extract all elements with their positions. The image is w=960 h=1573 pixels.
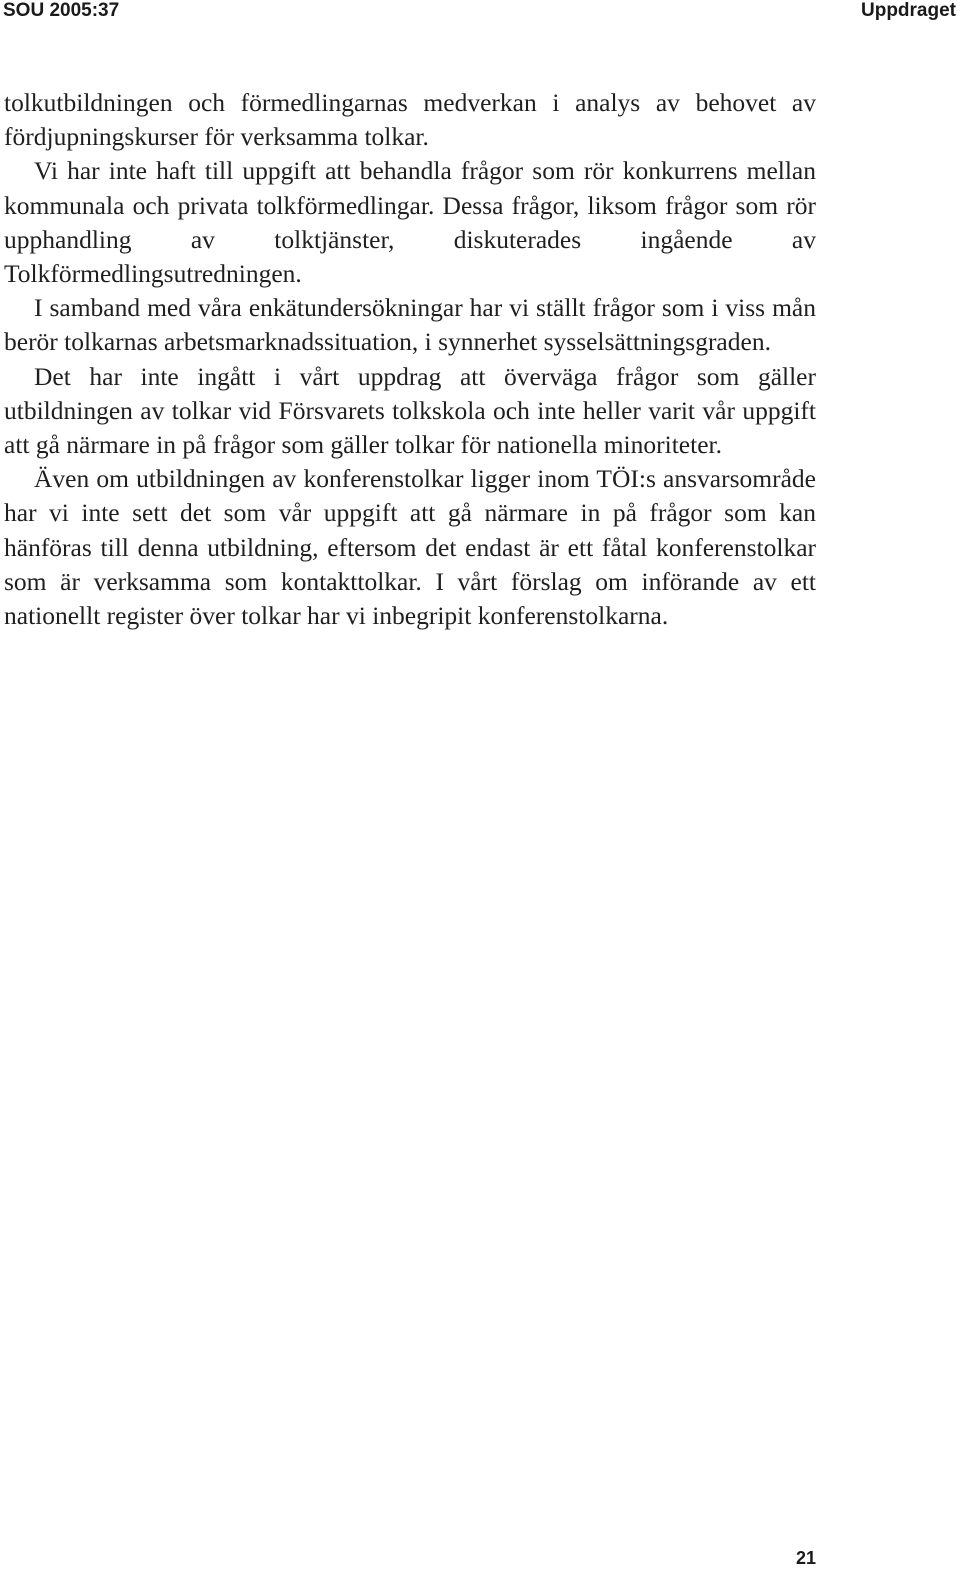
page-header — [0, 0, 960, 24]
paragraph: Även om utbildningen av konferenstolkar ligger inom TÖI:s ansvarsområde har vi inte sett det som vår uppgift att gå närmare in på frågor som kan hänföras till denna utbildning, eftersom det endast är ett fåtal konferenstolkar som är verksamma som kontakttolkar. I vårt förslag om införande av ett nationellt register över tolkar har vi inbegripit konferenstolkarna. — [4, 464, 816, 631]
section-title: Uppdraget — [861, 0, 956, 21]
document-reference: SOU 2005:37 — [3, 0, 120, 21]
paragraph: tolkutbildningen och förmedlingarnas medverkan i analys av behovet av fördjupningskurser för verksamma tolkar. — [4, 88, 816, 152]
paragraph: I samband med våra enkätundersökningar har vi ställt frågor som i viss mån berör tolkarnas arbetsmarknadssituation, i synnerhet sysselsättningsgraden. — [4, 293, 816, 357]
page-number: 21 — [795, 1548, 816, 1568]
paragraph: Det har inte ingått i vårt uppdrag att överväga frågor som gäller utbildningen av tolkar vid Försvarets tolkskola och inte heller varit vår uppgift att gå närmare in på frågor som gäller tolkar för nationella minoriteter. — [4, 361, 816, 460]
body-text — [4, 86, 816, 633]
paragraph: Vi har inte haft till uppgift att behandla frågor som rör konkurrens mellan kommunala och privata tolkförmedlingar. Dessa frågor, liksom frågor som rör upphandling av tolktjänster, diskuterades ingående av Tolkförmedlingsutredningen. — [4, 156, 816, 289]
